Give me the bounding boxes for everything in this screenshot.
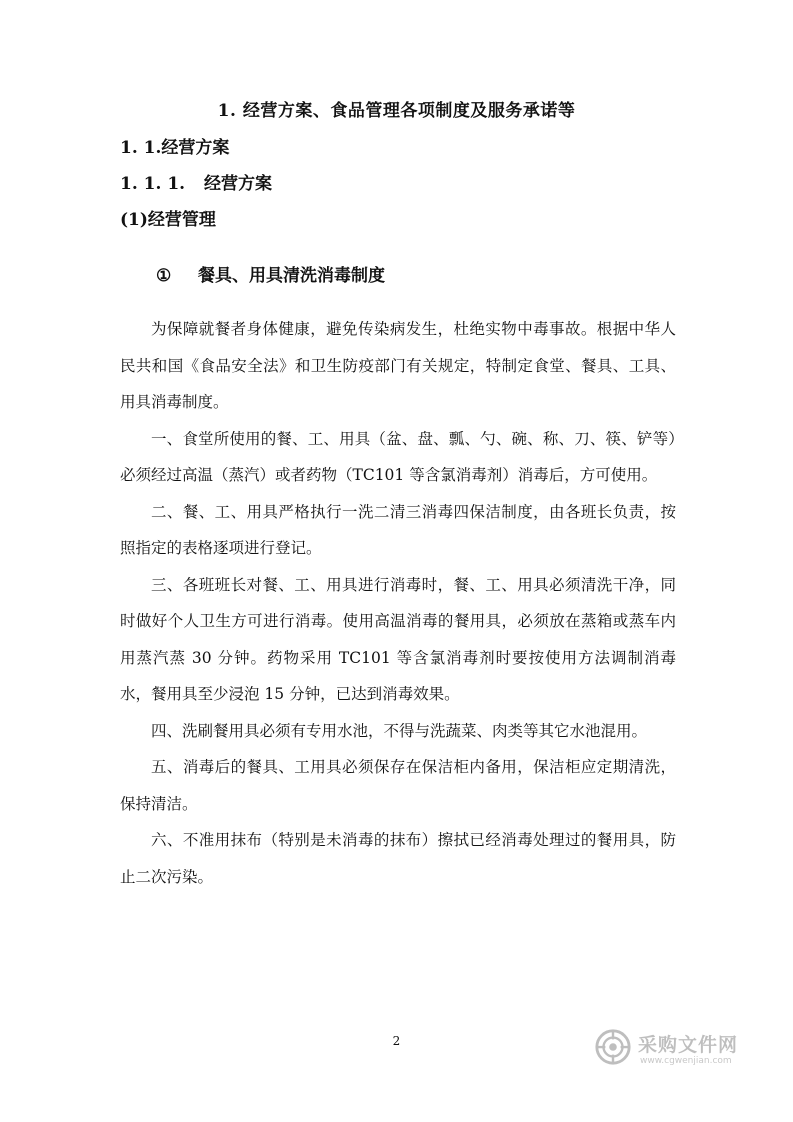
watermark-title: 采购文件网 [638, 1034, 739, 1056]
section-heading-1-1: 1. 1.经营方案 [120, 138, 230, 158]
cgwenjian-logo-icon [594, 1028, 632, 1066]
section-heading-1-1-1 [120, 169, 272, 194]
paragraph: 一、食堂所使用的餐、工、用具（盆、盘、瓢、勺、碗、称、刀、筷、铲等）必须经过高温（蒸汽）或者药物（TC101 等含氯消毒剂）消毒后，方可使用。 [120, 429, 676, 484]
page-number: 2 [392, 1034, 401, 1048]
item-heading [156, 261, 385, 286]
body-text [120, 311, 676, 895]
item-marker: ① [156, 266, 172, 286]
section-title: 经营方案 [204, 174, 272, 194]
watermark-url: www.cgwenjian.com [640, 1056, 732, 1066]
paragraph: 六、不准用抹布（特别是未消毒的抹布）擦拭已经消毒处理过的餐用具，防止二次污染。 [120, 831, 676, 886]
paragraph: 四、洗刷餐用具必须有专用水池，不得与洗蔬菜、肉类等其它水池混用。 [151, 721, 648, 740]
item-title: 餐具、用具清洗消毒制度 [198, 266, 385, 286]
paragraph: 二、餐、工、用具严格执行一洗二清三消毒四保洁制度，由各班长负责，按照指定的表格逐项进行登记。 [120, 502, 676, 557]
watermark [594, 1026, 764, 1074]
main-heading: 1. 经营方案、食品管理各项制度及服务承诺等 [217, 101, 576, 121]
paragraph: 三、各班班长对餐、工、用具进行消毒时，餐、工、用具必须清洗干净，同时做好个人卫生方可进行消毒。使用高温消毒的餐用具，必须放在蒸箱或蒸车内用蒸汽蒸 30 分钟。药物采用 TC101 等含氯消毒剂时要按使用方法调制消毒水，餐用具至少浸泡 15 分钟，已达到消毒效果。 [120, 575, 676, 703]
paragraph: 为保障就餐者身体健康，避免传染病发生，杜绝实物中毒事故。根据中华人民共和国《食品安全法》和卫生防疫部门有关规定，特制定食堂、餐具、工具、用具消毒制度。 [120, 320, 676, 411]
paragraph: 五、消毒后的餐具、工用具必须保存在保洁柜内备用，保洁柜应定期清洗，保持清洁。 [120, 758, 676, 813]
subsection-heading: (1)经营管理 [120, 210, 216, 230]
section-number: 1. 1. 1. [120, 174, 186, 194]
